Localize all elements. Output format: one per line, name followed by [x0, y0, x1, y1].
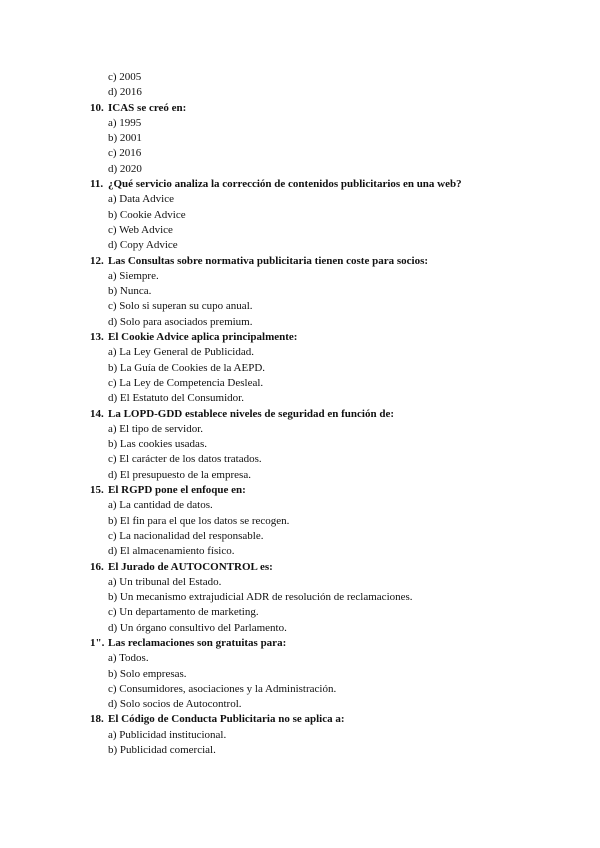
option-line: b) Cookie Advice	[108, 208, 186, 221]
option-line: a) La Ley General de Publicidad.	[108, 346, 254, 359]
option-line: c) Consumidores, asociaciones y la Administración.	[108, 682, 337, 695]
question-text: Las Consultas sobre normativa publicitaria tienen coste para socios:	[108, 254, 429, 267]
option-line: b) Un mecanismo extrajudicial ADR de resolución de reclamaciones.	[108, 591, 413, 604]
option-line: a) Siempre.	[108, 269, 159, 282]
question-heading	[90, 483, 570, 498]
option-line: a) Data Advice	[108, 193, 174, 206]
question-list	[90, 70, 570, 758]
question-heading	[90, 101, 570, 116]
question-heading	[90, 330, 570, 345]
question-number: 14.	[90, 407, 104, 420]
option-line: a) La cantidad de datos.	[108, 499, 213, 512]
option-line: c) Solo si superan su cupo anual.	[108, 300, 253, 313]
question-heading	[90, 560, 570, 575]
option-line: d) Copy Advice	[108, 239, 178, 252]
option-line: d) Un órgano consultivo del Parlamento.	[108, 621, 287, 634]
option-line: d) Solo para asociados premium.	[108, 315, 253, 328]
option-line: d) El Estatuto del Consumidor.	[108, 392, 244, 405]
question-heading	[90, 254, 570, 269]
option-line: a) Publicidad institucional.	[108, 728, 227, 741]
option-line: c) La nacionalidad del responsable.	[108, 529, 264, 542]
question-number: 18.	[90, 713, 104, 726]
option-line: c) Un departamento de marketing.	[108, 606, 259, 619]
question-number: 11.	[90, 178, 104, 191]
option-line: b) Nunca.	[108, 285, 152, 298]
option-line: c) El carácter de los datos tratados.	[108, 453, 262, 466]
question-number: 10.	[90, 101, 104, 114]
option-line: b) El fin para el que los datos se recogen.	[108, 514, 290, 527]
option-line: a) El tipo de servidor.	[108, 422, 204, 435]
question-heading	[90, 636, 570, 651]
question-heading	[90, 712, 570, 727]
option-line: d) El almacenamiento físico.	[108, 545, 235, 558]
question-text: ICAS se creó en:	[108, 101, 187, 114]
question-text: El Jurado de AUTOCONTROL es:	[108, 560, 273, 573]
question-heading	[90, 407, 570, 422]
option-line: a) 1995	[108, 116, 142, 129]
option-line: b) Publicidad comercial.	[108, 744, 216, 757]
question-text: El Código de Conducta Publicitaria no se aplica a:	[108, 713, 345, 726]
option-line: b) La Guía de Cookies de la AEPD.	[108, 361, 266, 374]
question-text: ¿Qué servicio analiza la corrección de contenidos publicitarios en una web?	[108, 178, 462, 191]
question-number: 13.	[90, 331, 104, 344]
option-line: b) Las cookies usadas.	[108, 438, 207, 451]
option-line: a) Un tribunal del Estado.	[108, 575, 222, 588]
option-line: c) Web Advice	[108, 223, 173, 236]
option-line: d) El presupuesto de la empresa.	[108, 468, 251, 481]
question-number: 15.	[90, 484, 104, 497]
option-line: c) La Ley de Competencia Desleal.	[108, 376, 264, 389]
option-line: d) Solo socios de Autocontrol.	[108, 698, 242, 711]
question-text: Las reclamaciones son gratuitas para:	[108, 636, 287, 649]
question-number: 12.	[90, 254, 104, 267]
option-line: b) 2001	[108, 132, 142, 145]
question-number: 16.	[90, 560, 104, 573]
option-line: c) 2005	[108, 71, 142, 83]
question-heading	[90, 177, 570, 192]
option-line: d) 2020	[108, 162, 142, 175]
question-text: La LOPD-GDD establece niveles de seguridad en función de:	[108, 407, 394, 420]
option-line: c) 2016	[108, 147, 142, 160]
option-line: b) Solo empresas.	[108, 667, 187, 680]
option-line: a) Todos.	[108, 652, 149, 665]
question-text: El Cookie Advice aplica principalmente:	[108, 331, 298, 344]
option-line: d) 2016	[108, 86, 142, 99]
question-number: 1".	[90, 636, 105, 649]
question-text: El RGPD pone el enfoque en:	[108, 484, 246, 497]
